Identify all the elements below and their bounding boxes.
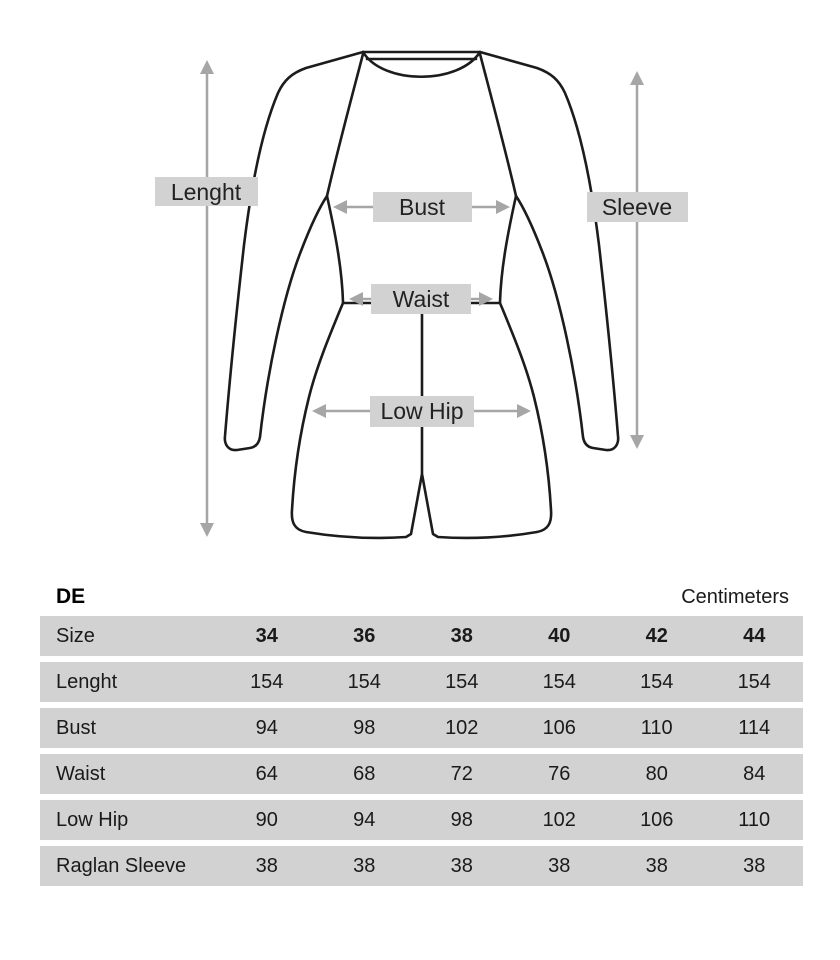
measurement-value-cell: 76: [548, 762, 571, 785]
neckline-scoop: [363, 52, 480, 77]
measurement-value-cell: 98: [450, 808, 473, 831]
waist-label-text: Waist: [392, 286, 450, 312]
size-value-cell: 34: [255, 624, 278, 647]
sleeve-measure-arrow: [630, 71, 644, 449]
size-value-cell: 38: [450, 624, 473, 647]
measurement-value-cell: 154: [737, 670, 771, 693]
bust-arrow-head-left-icon: [333, 200, 347, 214]
size-value-cell: 36: [353, 624, 376, 647]
length-arrow-head-down-icon: [200, 523, 214, 537]
row-label: Lenght: [56, 670, 118, 693]
measurement-value-cell: 154: [445, 670, 479, 693]
size-value-cell: 44: [743, 624, 766, 647]
bust-label-text: Bust: [398, 194, 446, 220]
measurement-value-cell: 94: [353, 808, 376, 831]
low-hip-arrow-head-right-icon: [517, 404, 531, 418]
measurement-value-cell: 38: [255, 854, 278, 877]
size-table: [40, 585, 803, 886]
measurement-value-cell: 110: [738, 808, 771, 831]
right-raglan-seam: [480, 54, 516, 196]
row-label: Size: [56, 624, 95, 647]
length-label-text: Lenght: [170, 179, 242, 205]
waist-label: [371, 284, 471, 314]
table-row-bust: [40, 708, 803, 748]
measurement-value-cell: 38: [353, 854, 376, 877]
measurement-value-cell: 154: [542, 670, 576, 693]
measurement-value-cell: 38: [743, 854, 766, 877]
sleeve-arrow-head-up-icon: [630, 71, 644, 85]
measurement-value-cell: 154: [640, 670, 674, 693]
length-arrow-head-up-icon: [200, 60, 214, 74]
measurement-value-cell: 38: [450, 854, 473, 877]
row-label: Low Hip: [56, 808, 129, 831]
region-code-label: DE: [56, 585, 86, 608]
measurement-value-cell: 72: [450, 762, 473, 785]
measurement-value-cell: 80: [645, 762, 668, 785]
low-hip-label-text: Low Hip: [380, 398, 464, 424]
units-label: Centimeters: [681, 586, 789, 608]
sleeve-arrow-head-down-icon: [630, 435, 644, 449]
measurement-value-cell: 94: [255, 716, 278, 739]
bust-arrow-head-right-icon: [496, 200, 510, 214]
measurement-value-cell: 98: [353, 716, 376, 739]
right-sleeve-outline: [480, 52, 618, 450]
table-row-low-hip: [40, 800, 803, 840]
table-row-raglan-sleeve: [40, 846, 803, 886]
left-sleeve-outline: [225, 52, 363, 450]
measurement-value-cell: 114: [738, 716, 771, 739]
row-label: Raglan Sleeve: [56, 854, 187, 877]
sleeve-label-text: Sleeve: [601, 194, 673, 220]
measurement-value-cell: 102: [542, 808, 576, 831]
left-raglan-seam: [327, 54, 363, 196]
measurement-value-cell: 68: [353, 762, 376, 785]
left-bodice-side: [327, 196, 343, 302]
low-hip-label: [370, 396, 474, 427]
right-bodice-side: [500, 196, 516, 302]
measurement-value-cell: 102: [445, 716, 479, 739]
row-label: Waist: [56, 762, 106, 785]
size-value-cell: 42: [645, 624, 668, 647]
size-value-cell: 40: [548, 624, 571, 647]
measurement-value-cell: 90: [255, 808, 278, 831]
measurement-value-cell: 84: [743, 762, 766, 785]
sleeve-label: [587, 192, 688, 222]
size-table-header: [40, 585, 803, 616]
measurement-value-cell: 154: [250, 670, 284, 693]
length-label: [155, 177, 258, 206]
measurement-value-cell: 64: [255, 762, 278, 785]
measurement-value-cell: 38: [548, 854, 571, 877]
table-row-size: [40, 616, 803, 656]
measurement-value-cell: 106: [640, 808, 674, 831]
measurement-value-cell: 38: [645, 854, 668, 877]
measurement-value-cell: 106: [542, 716, 576, 739]
low-hip-arrow-head-left-icon: [312, 404, 326, 418]
measurement-value-cell: 154: [347, 670, 381, 693]
bust-label: [373, 192, 472, 222]
length-measure-arrow: [200, 60, 214, 537]
measurement-value-cell: 110: [640, 716, 673, 739]
row-label: Bust: [56, 716, 97, 739]
table-row-length: [40, 662, 803, 702]
table-row-waist: [40, 754, 803, 794]
